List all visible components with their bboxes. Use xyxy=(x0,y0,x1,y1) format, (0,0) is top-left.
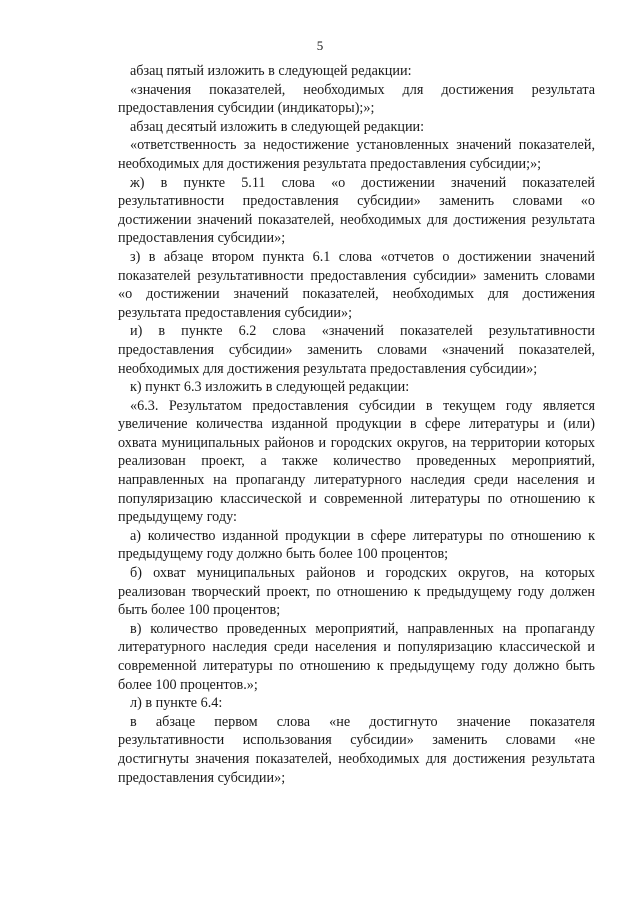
paragraph-subitem-v: в) количество проведенных мероприятий, направленных на пропаганду литературного наследия среди населения и популяризацию классической и современной литературы по отношению к предыдущему году должно быть более 100 процентов.»; xyxy=(118,620,595,693)
paragraph-subitem-b: б) охват муниципальных районов и городских округов, на которых реализован творческий проект, по отношению к предыдущему году должен быть более 100 процентов; xyxy=(118,565,595,619)
paragraph-quote-responsibility: «ответственность за недостижение установленных значений показателей, необходимых для достижения результата предоставления субсидии;»; xyxy=(118,137,595,172)
paragraph-subitem-a: а) количество изданной продукции в сфере литературы по отношению к предыдущему году должно быть более 100 процентов; xyxy=(118,527,595,563)
paragraph-item-l: л) в пункте 6.4: xyxy=(130,695,223,712)
page-number: 5 xyxy=(316,38,324,53)
paragraph-clause-6-3: «6.3. Результатом предоставления субсидии в текущем году является увеличение количества изданной продукции в сфере литературы и (или) охвата муниципальных районов и городских округов, на территории которых реализован проект, а также количество проведенных мероприятий, направленных на пропаганду литературного наследия среди населения и популяризацию классической и современной литературы по отношению к предыдущему году: xyxy=(118,397,595,526)
paragraph-item-k: к) пункт 6.3 изложить в следующей редакции: xyxy=(130,379,410,396)
paragraph-quote-indicators: «значения показателей, необходимых для достижения результата предоставления субсидии (индикаторы);»; xyxy=(118,81,595,117)
paragraph-item-z: з) в абзаце втором пункта 6.1 слова «отчетов о достижении значений показателей результативности предоставления субсидии» заменить словами «о достижении значений показателей, необходимых для достижения результата предоставления субсидии»; xyxy=(118,248,595,321)
paragraph-abzac-desyatyi: абзац десятый изложить в следующей редакции: xyxy=(130,118,425,135)
paragraph-item-zh: ж) в пункте 5.11 слова «о достижении значений показателей результативности предоставления субсидии» заменить словами «о достижении значений показателей, необходимых для достижения результата предоставления субсидии»; xyxy=(118,174,595,247)
document-body xyxy=(118,62,595,787)
paragraph-item-i: и) в пункте 6.2 слова «значений показателей результативности предоставления субсидии» заменить словами «значений показателей, необходимых для достижения результата предоставления субсидии»; xyxy=(118,323,595,377)
paragraph-abzac-pyatyi: абзац пятый изложить в следующей редакции: xyxy=(130,63,412,79)
paragraph-abzac-pervyi: в абзаце первом слова «не достигнуто значение показателя результативности использования субсидии» заменить словами «не достигнуты значения показателей, необходимых для достижения результата предоставления субсидии»; xyxy=(118,713,595,786)
